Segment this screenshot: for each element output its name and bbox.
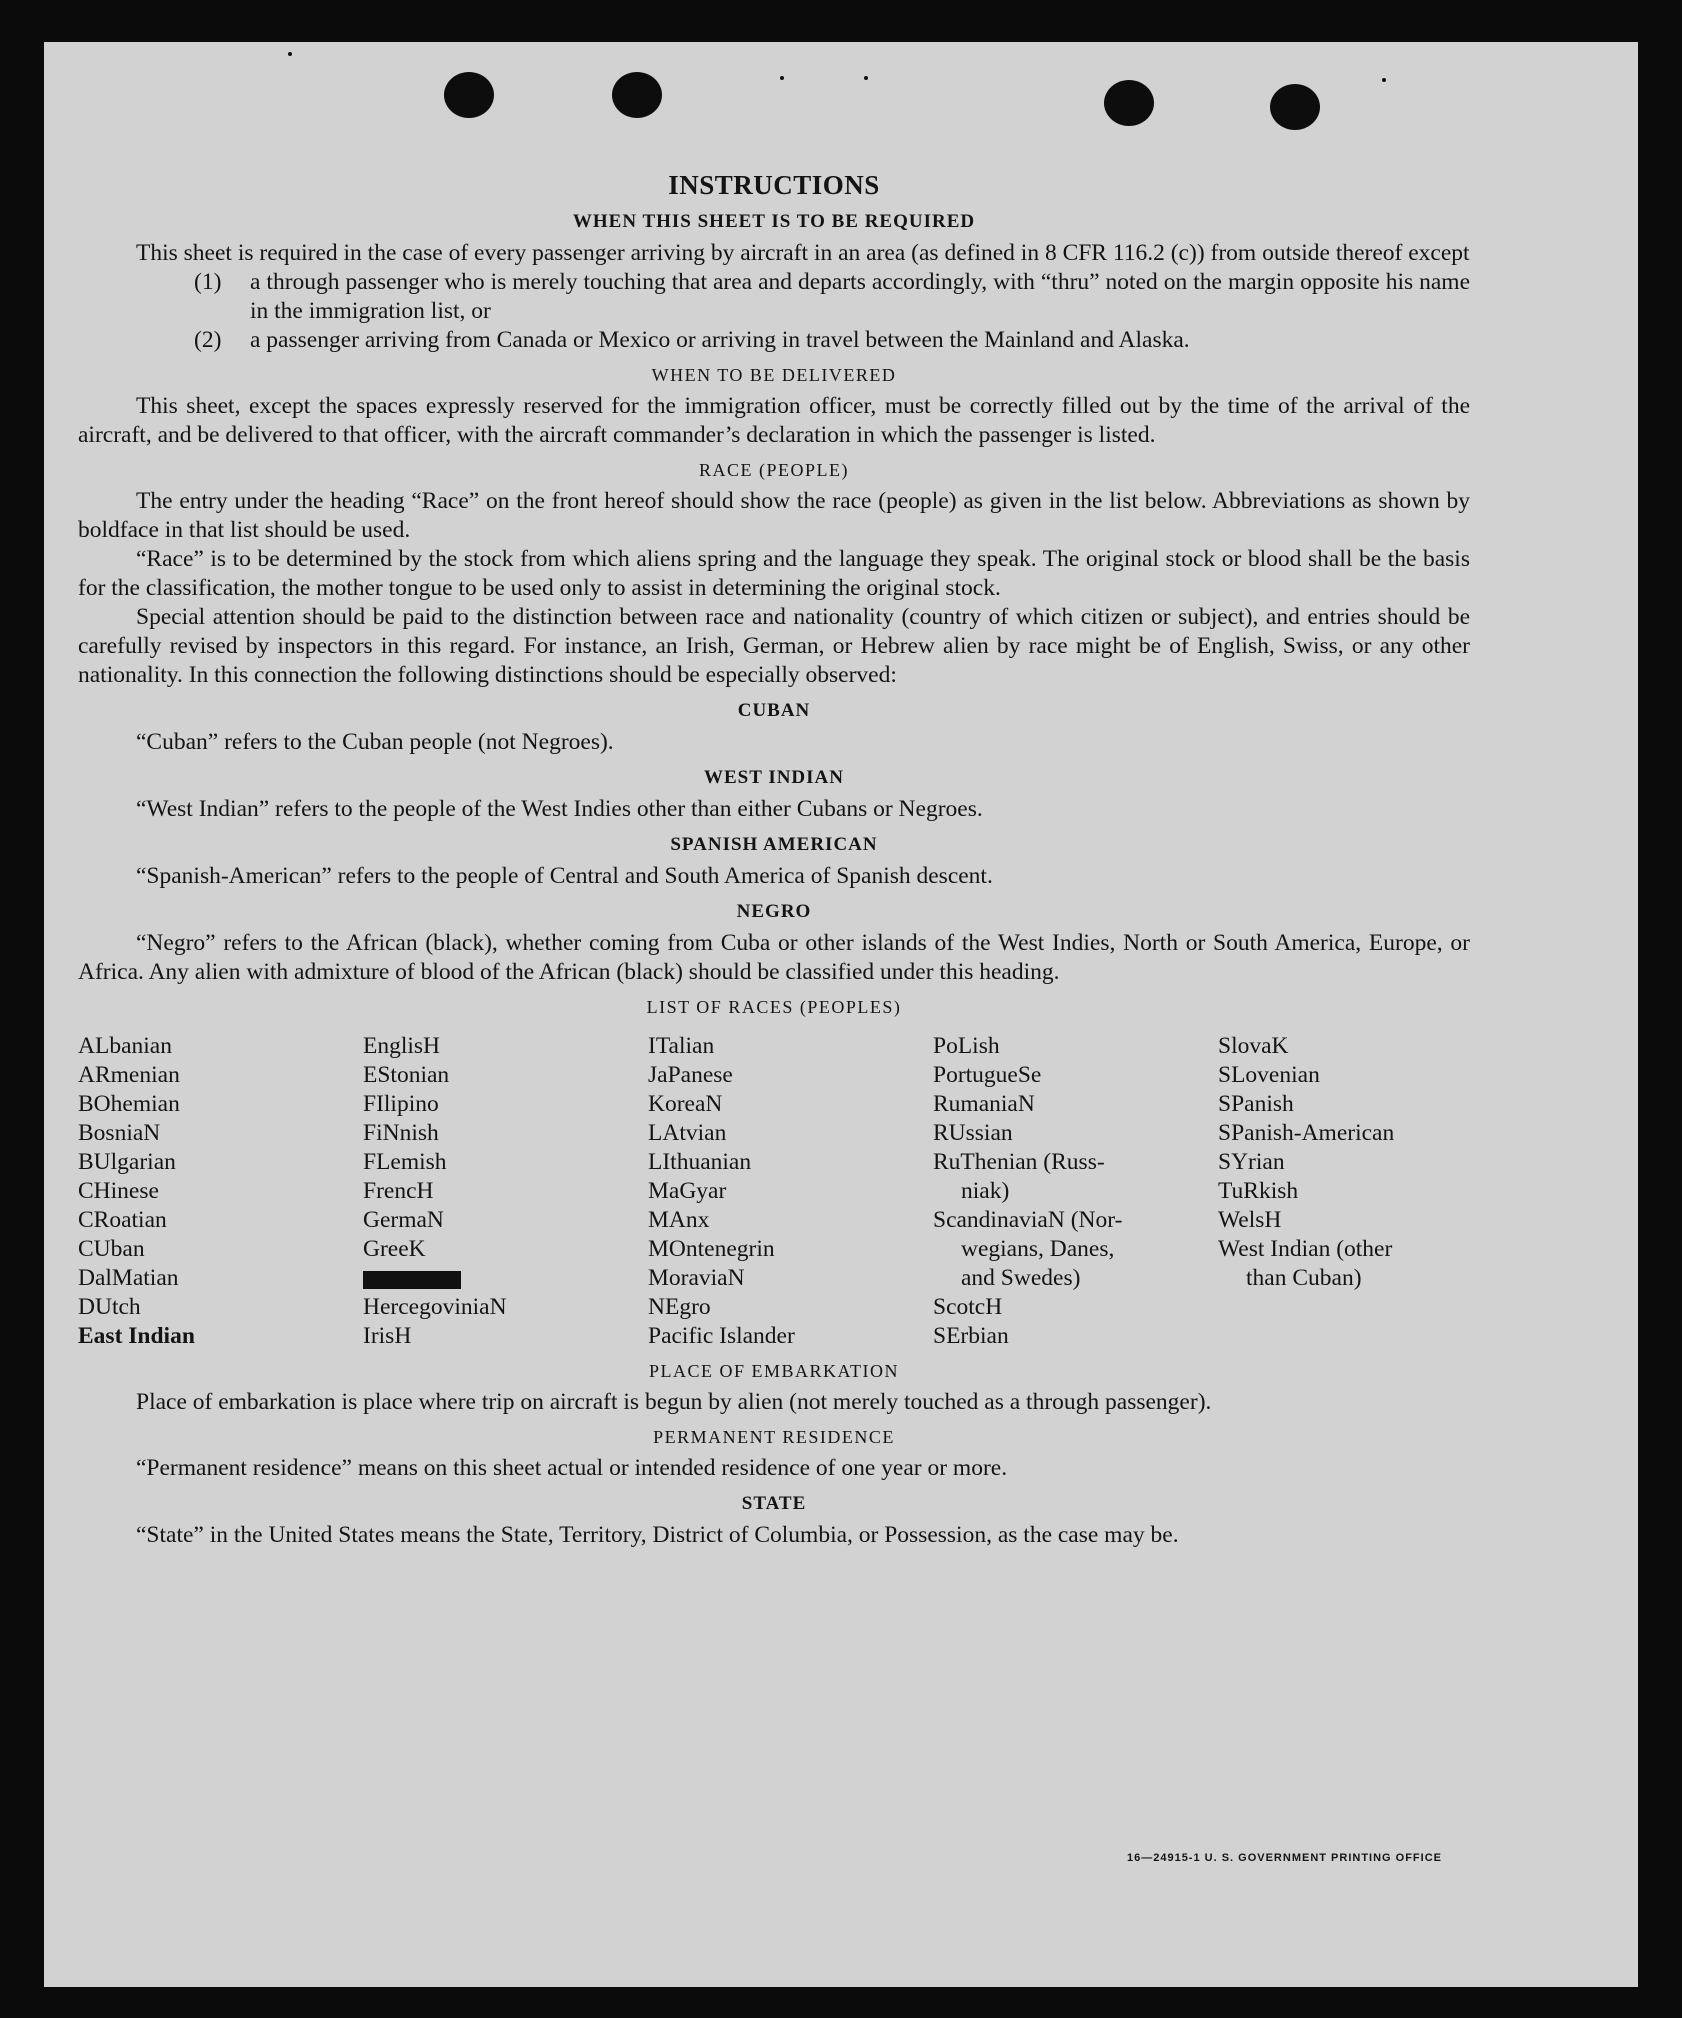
race-entry: FrencH: [363, 1178, 434, 1204]
race-entry: DUtch: [78, 1294, 141, 1320]
race-entry: RUssian: [933, 1120, 1013, 1146]
paragraph: This sheet is required in the case of every passenger arriving by aircraft in an area (as defined in 8 CFR 116.2 (c)) from outside thereof except: [136, 240, 1470, 266]
race-entry: CUban: [78, 1236, 145, 1262]
race-entry: HercegoviniaN: [363, 1294, 507, 1320]
race-entry: PoLish: [933, 1033, 1000, 1059]
exception-text: a through passenger who is merely touching that area and departs accordingly, with “thru” noted on the margin opposite his name in the immigration list, or: [250, 269, 1470, 324]
paragraph: Special attention should be paid to the distinction between race and nationality (country of which citizen or subject), and entries should be carefully revised by inspectors in this regard. For instance, an Irish, German, or Hebrew alien by race might be of English, Swiss, or any other nationality. In this connection the following distinctions should be especially observed:: [78, 604, 1470, 688]
race-entry: niak): [961, 1178, 1010, 1204]
race-entry: CRoatian: [78, 1207, 167, 1233]
race-column-2: [363, 1032, 648, 1351]
race-column-4: [933, 1032, 1218, 1351]
race-entry: ScandinaviaN (Nor-: [933, 1207, 1123, 1233]
race-entry: BUlgarian: [78, 1149, 176, 1175]
paragraph: The entry under the heading “Race” on the front hereof should show the race (people) as given in the list below. Abbreviations as shown by boldface in that list should be used.: [78, 488, 1470, 543]
section-heading: PLACE OF EMBARKATION: [648, 1361, 900, 1381]
paragraph: “West Indian” refers to the people of the West Indies other than either Cubans or Negroes.: [136, 796, 983, 822]
race-entry: FiNnish: [363, 1120, 439, 1146]
race-entry: RumaniaN: [933, 1091, 1035, 1117]
race-entry: BosniaN: [78, 1120, 161, 1146]
printing-office-imprint: 16—24915-1 U. S. GOVERNMENT PRINTING OFFICE: [1126, 1852, 1442, 1864]
punch-hole: [444, 72, 494, 118]
race-entry: SLovenian: [1218, 1062, 1320, 1088]
section-heading: WEST INDIAN: [704, 767, 844, 788]
race-entry: FIlipino: [363, 1091, 439, 1117]
race-entry: WelsH: [1218, 1207, 1282, 1233]
speck: [780, 76, 784, 80]
race-entry: EnglisH: [363, 1033, 441, 1059]
exception-text: a passenger arriving from Canada or Mexico or arriving in travel between the Mainland and Alaska.: [250, 327, 1190, 353]
race-entry: MOntenegrin: [648, 1236, 775, 1262]
race-entry: and Swedes): [961, 1265, 1081, 1291]
exception-item: [194, 326, 1470, 355]
exception-number: (1): [194, 269, 222, 295]
exception-item: [194, 268, 1470, 326]
race-entry: KoreaN: [648, 1091, 723, 1117]
section-heading: STATE: [741, 1493, 807, 1514]
race-entry: MaGyar: [648, 1178, 727, 1204]
race-entry: IrisH: [363, 1323, 412, 1349]
punch-hole: [1104, 80, 1154, 126]
document-sheet: [44, 42, 1638, 1987]
race-entry: SPanish: [1218, 1091, 1294, 1117]
race-entry: PortugueSe: [933, 1062, 1042, 1088]
section-heading: WHEN THIS SHEET IS TO BE REQUIRED: [572, 211, 976, 232]
race-entry: SlovaK: [1218, 1033, 1289, 1059]
race-entry: than Cuban): [1246, 1265, 1362, 1291]
redaction-mark: [363, 1271, 461, 1289]
race-entry: wegians, Danes,: [961, 1236, 1115, 1262]
race-entry: RuThenian (Russ-: [933, 1149, 1105, 1175]
race-entry: GermaN: [363, 1207, 444, 1233]
race-entry: DalMatian: [78, 1265, 179, 1291]
race-entry: West Indian (other: [1218, 1236, 1393, 1262]
paragraph: “Race” is to be determined by the stock from which aliens spring and the language they speak. The original stock or blood shall be the basis for the classification, the mother tongue to be used only to assist in determining the original stock.: [78, 546, 1470, 601]
paragraph: Place of embarkation is place where trip on aircraft is begun by alien (not merely touched as a through passenger).: [136, 1389, 1212, 1415]
race-entry: BOhemian: [78, 1091, 180, 1117]
instructions-content: [78, 170, 1470, 1550]
race-entry: CHinese: [78, 1178, 159, 1204]
race-entry: Pacific Islander: [648, 1323, 795, 1349]
paragraph: “Cuban” refers to the Cuban people (not Negroes).: [136, 729, 614, 755]
race-column-3: [648, 1032, 933, 1351]
redacted-entry: [363, 1264, 648, 1293]
race-entry: ScotcH: [933, 1294, 1003, 1320]
race-entry: EStonian: [363, 1062, 450, 1088]
race-entry: ARmenian: [78, 1062, 180, 1088]
section-heading: NEGRO: [736, 901, 812, 922]
punch-hole: [612, 72, 662, 118]
race-entry: TuRkish: [1218, 1178, 1299, 1204]
race-entry: SErbian: [933, 1323, 1009, 1349]
race-entry: MoraviaN: [648, 1265, 745, 1291]
races-heading: LIST OF RACES (PEOPLES): [646, 997, 902, 1017]
exception-number: (2): [194, 327, 222, 353]
section-heading: PERMANENT RESIDENCE: [653, 1427, 895, 1447]
races-list: [78, 1032, 1470, 1351]
race-entry: GreeK: [363, 1236, 426, 1262]
race-entry: SYrian: [1218, 1149, 1285, 1175]
race-entry: NEgro: [648, 1294, 711, 1320]
section-heading: CUBAN: [737, 700, 811, 721]
race-entry: East Indian: [78, 1323, 195, 1349]
paragraph: “Spanish-American” refers to the people of Central and South America of Spanish descent.: [136, 863, 993, 889]
speck: [288, 52, 292, 56]
exception-list: [194, 268, 1470, 355]
page-title: INSTRUCTIONS: [668, 170, 880, 200]
paragraph: “State” in the United States means the State, Territory, District of Columbia, or Possession, as the case may be.: [136, 1522, 1179, 1548]
race-entry: ALbanian: [78, 1033, 172, 1059]
race-column-5: [1218, 1032, 1503, 1351]
race-entry: LAtvian: [648, 1120, 727, 1146]
paragraph: “Negro” refers to the African (black), whether coming from Cuba or other islands of the West Indies, North or South America, Europe, or Africa. Any alien with admixture of blood of the African (black) should be classified under this heading.: [78, 930, 1470, 985]
section-heading: WHEN TO BE DELIVERED: [651, 365, 897, 385]
race-column-1: [78, 1032, 363, 1351]
race-entry: MAnx: [648, 1207, 710, 1233]
paragraph: “Permanent residence” means on this sheet actual or intended residence of one year or more.: [136, 1455, 1008, 1481]
race-entry: LIthuanian: [648, 1149, 752, 1175]
race-entry: JaPanese: [648, 1062, 733, 1088]
speck: [1382, 78, 1386, 82]
race-entry: FLemish: [363, 1149, 447, 1175]
section-heading: SPANISH AMERICAN: [670, 834, 878, 855]
punch-hole: [1270, 84, 1320, 130]
race-entry: SPanish-American: [1218, 1120, 1395, 1146]
paragraph: This sheet, except the spaces expressly reserved for the immigration officer, must be correctly filled out by the time of the arrival of the aircraft, and be delivered to that officer, with the aircraft commander’s declaration in which the passenger is listed.: [78, 393, 1470, 448]
speck: [864, 76, 868, 80]
section-heading: RACE (PEOPLE): [699, 460, 849, 480]
race-entry: ITalian: [648, 1033, 715, 1059]
